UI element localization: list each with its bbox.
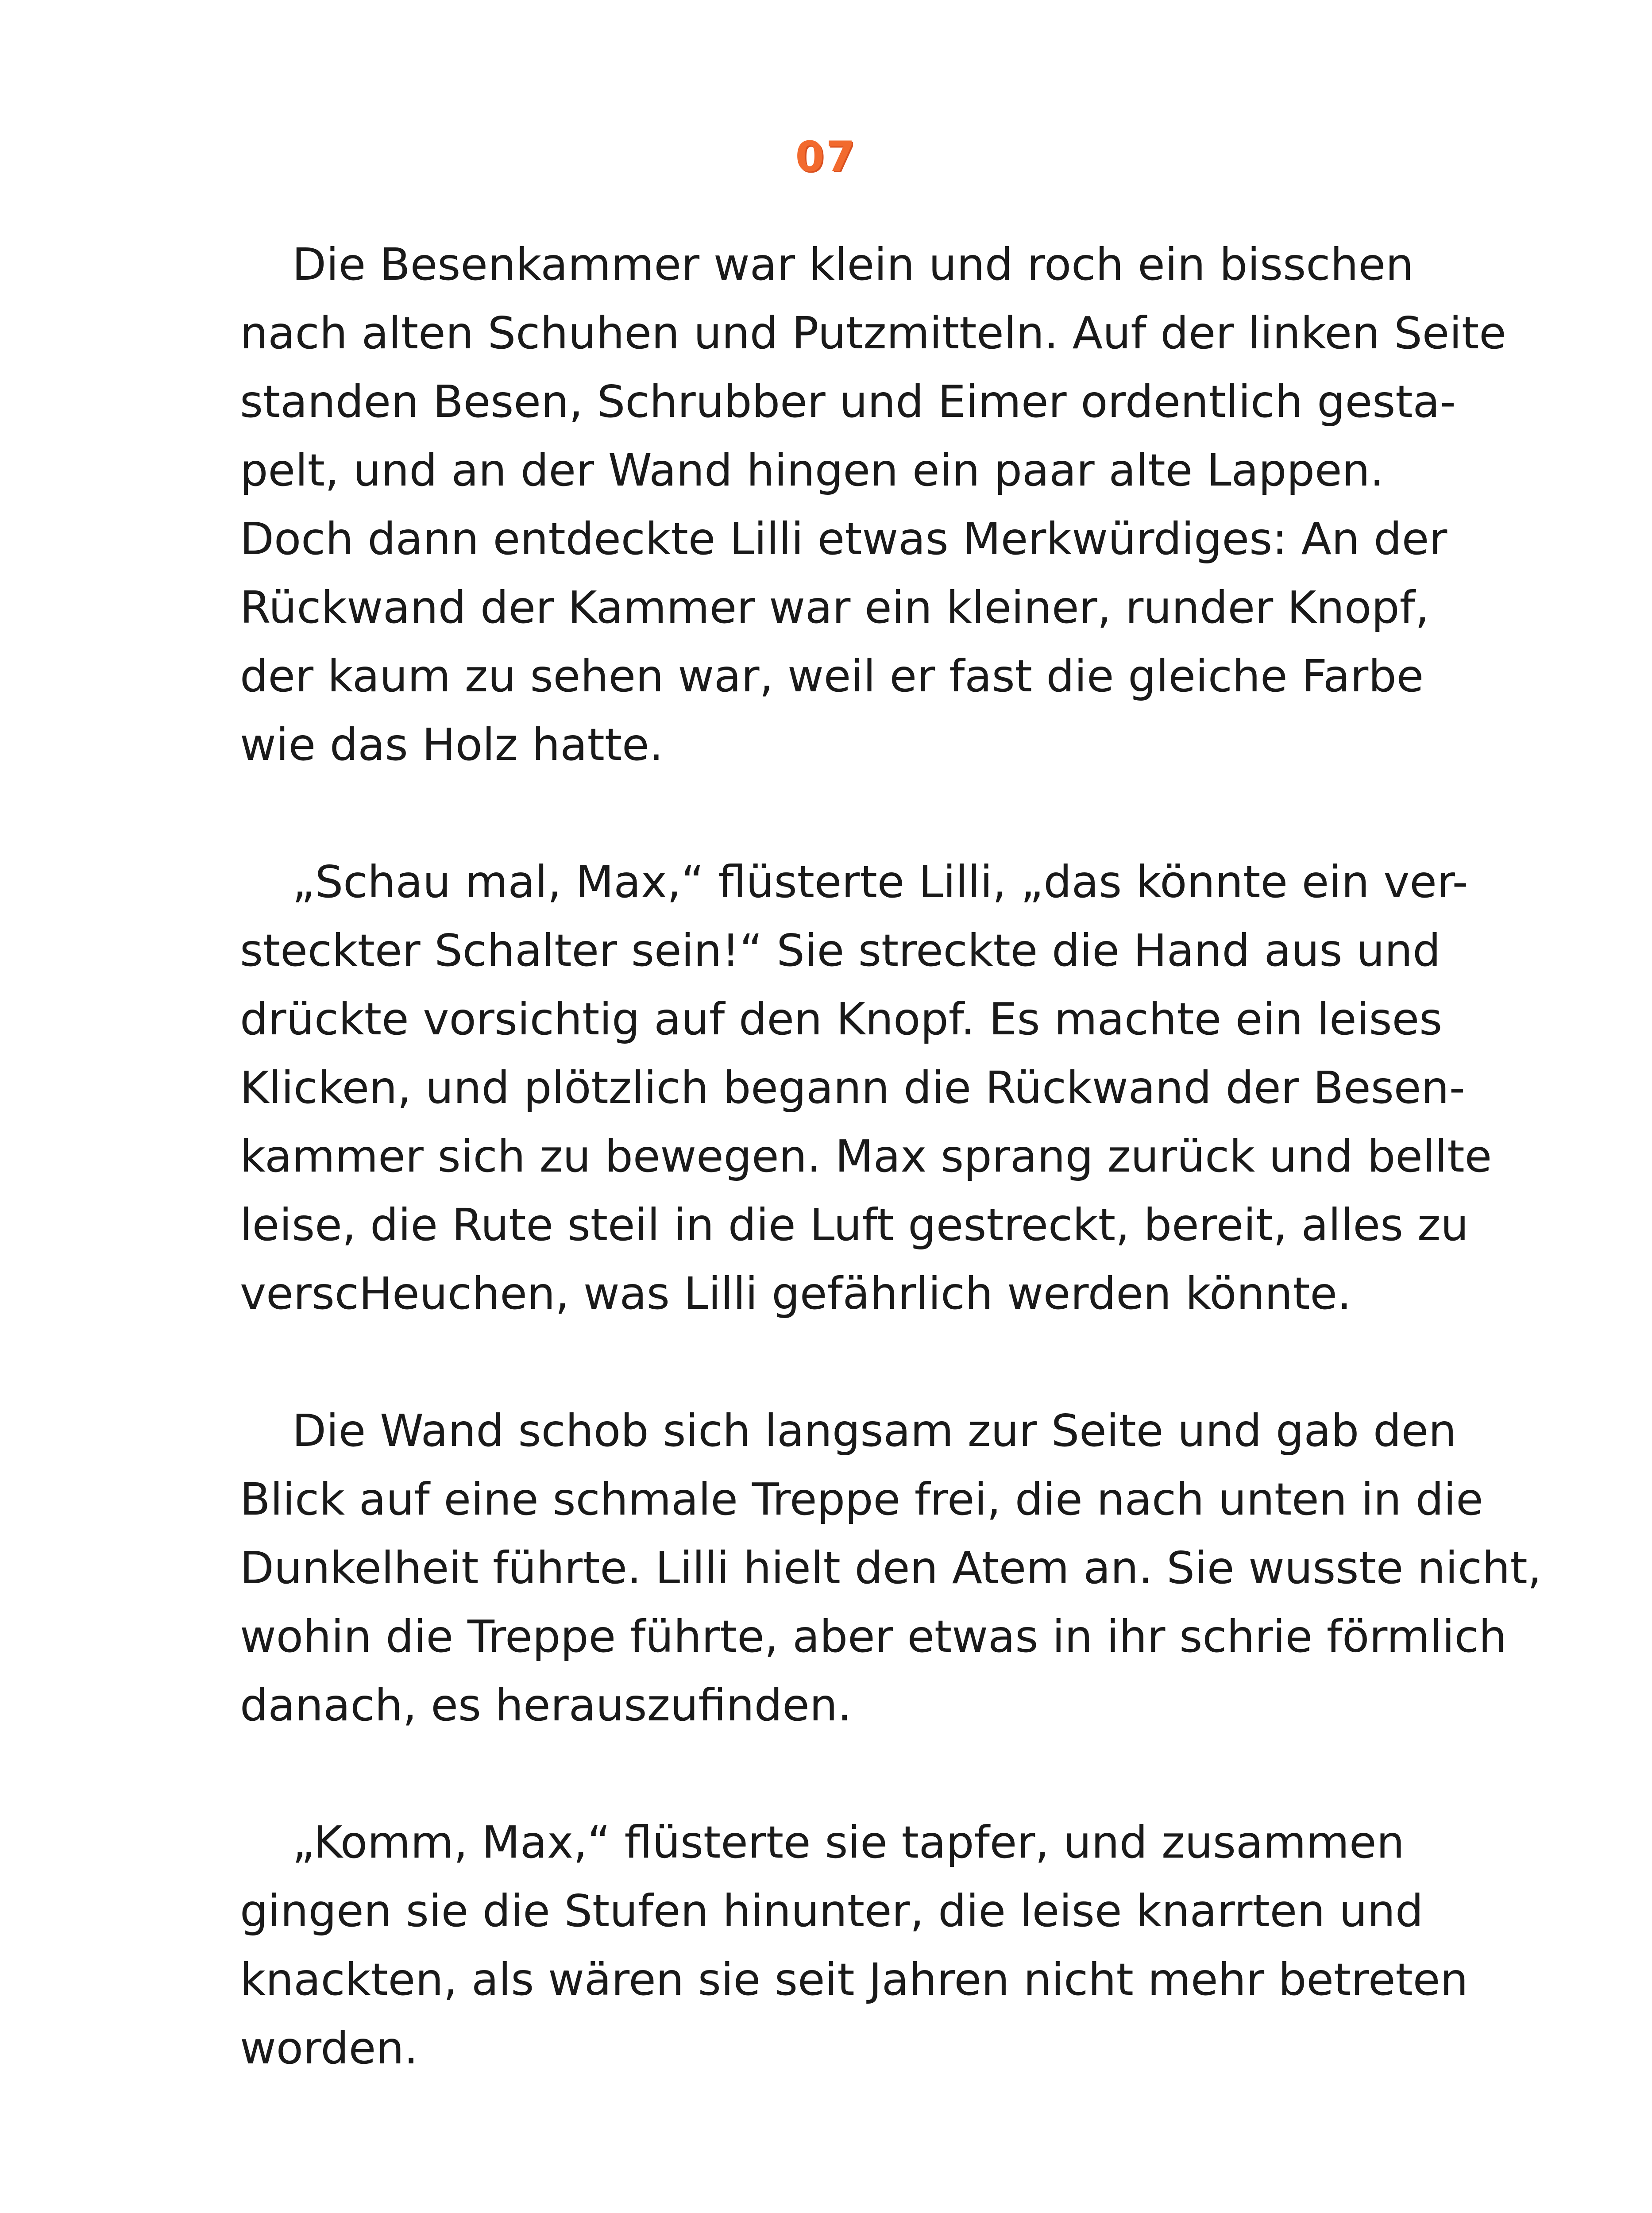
text-line: Klicken, und plötzlich begann die Rückwand der Besen-: [240, 1062, 1465, 1114]
text-line: Die Wand schob sich langsam zur Seite und gab den: [292, 1405, 1457, 1457]
text-line: Dunkelheit führte. Lilli hielt den Atem an. Sie wusste nicht,: [240, 1542, 1542, 1594]
text-line: der kaum zu sehen war, weil er fast die gleiche Farbe: [240, 650, 1424, 702]
text-line: gingen sie die Stufen hinunter, die leise knarrten und: [240, 1885, 1424, 1937]
text-line: Blick auf eine schmale Treppe frei, die nach unten in die: [240, 1473, 1483, 1525]
text-line: steckter Schalter sein!“ Sie streckte die Hand aus und: [240, 925, 1441, 976]
text-line: Rückwand der Kammer war ein kleiner, runder Knopf,: [240, 582, 1429, 633]
text-line: nach alten Schuhen und Putzmitteln. Auf der linken Seite: [240, 307, 1506, 359]
chapter-number: 07: [795, 133, 857, 181]
body-text: [240, 230, 1542, 2082]
paragraph-3: [240, 1396, 1542, 1739]
text-line: wohin die Treppe führte, aber etwas in ihr schrie förmlich: [240, 1611, 1507, 1662]
text-line: knackten, als wären sie seit Jahren nicht mehr betreten: [240, 1954, 1468, 2005]
text-line: „Schau mal, Max,“ flüsterte Lilli, „das könnte ein ver-: [292, 856, 1468, 908]
text-line: danach, es herauszufinden.: [240, 1679, 852, 1731]
text-line: verscHeuchen, was Lilli gefährlich werden könnte.: [240, 1268, 1351, 1319]
text-line: leise, die Rute steil in die Luft gestreckt, bereit, alles zu: [240, 1199, 1469, 1251]
text-line: „Komm, Max,“ flüsterte sie tapfer, und zusammen: [292, 1816, 1405, 1868]
paragraph-1: [240, 230, 1506, 779]
paragraph-4: [240, 1808, 1479, 2082]
text-line: kammer sich zu bewegen. Max sprang zurück und bellte: [240, 1130, 1492, 1182]
text-line: wie das Holz hatte.: [240, 719, 664, 771]
text-line: worden.: [240, 2022, 418, 2074]
text-line: standen Besen, Schrubber und Eimer ordentlich gesta-: [240, 376, 1456, 428]
text-line: Doch dann entdeckte Lilli etwas Merkwürdiges: An der: [240, 513, 1447, 565]
text-line: drückte vorsichtig auf den Knopf. Es machte ein leises: [240, 993, 1443, 1045]
text-line: pelt, und an der Wand hingen ein paar alte Lappen.: [240, 444, 1384, 496]
paragraph-2: [240, 848, 1492, 1328]
text-line: Die Besenkammer war klein und roch ein bisschen: [292, 239, 1414, 290]
